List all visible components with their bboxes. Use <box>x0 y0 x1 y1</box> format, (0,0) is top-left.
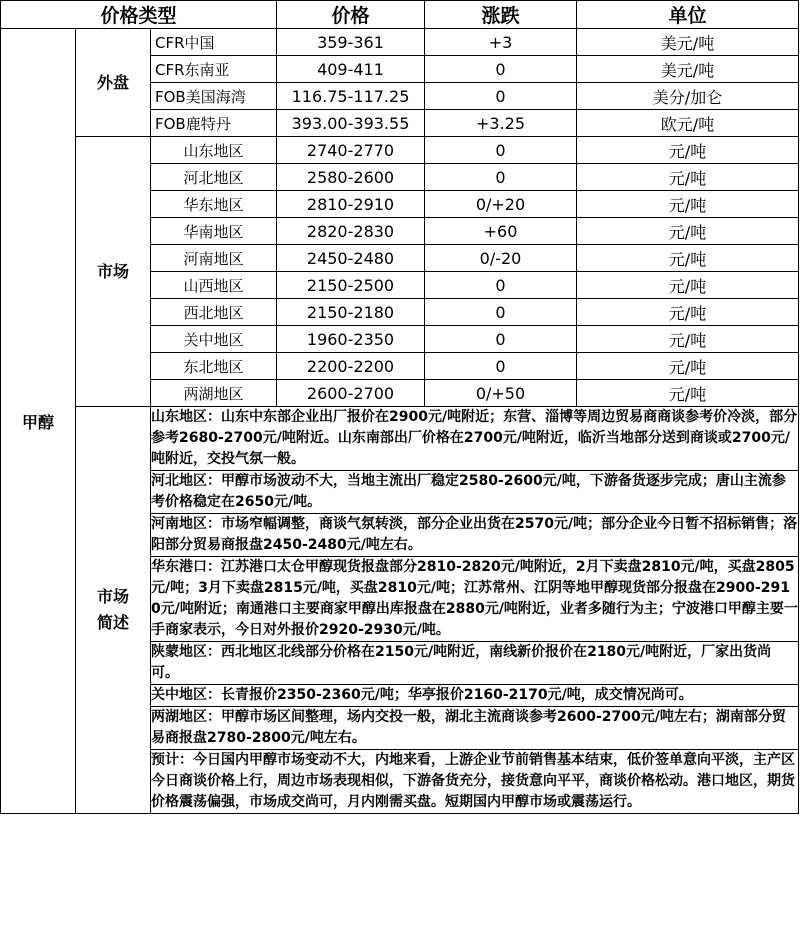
note-forecast: 预计：今日国内甲醇市场变动不大，内地来看，上游企业节前销售基本结束，低价签单意向平淡，主产区今日商谈价格上行，周边市场表现相似，下游备货充分，接货意向平平，商谈价格松动。港口地区，期货价格震荡偏强，市场成交尚可，月内刚需买盘。短期国内甲醇市场或震荡运行。 <box>151 750 799 814</box>
region-name: FOB鹿特丹 <box>151 110 277 137</box>
unit-value: 美元/吨 <box>577 29 799 56</box>
price-value: 359-361 <box>277 29 425 56</box>
group-label-external: 外盘 <box>76 29 151 137</box>
note-hebei: 河北地区：甲醇市场波动不大，当地主流出厂稳定2580-2600元/吨，下游备货逐步完成；唐山主流参考价格稳定在2650元/吨。 <box>151 471 799 514</box>
price-value: 2820-2830 <box>277 218 425 245</box>
price-value: 2150-2500 <box>277 272 425 299</box>
price-value: 2740-2770 <box>277 137 425 164</box>
note-shaanxi-inner-mongolia: 陕蒙地区：西北地区北线部分价格在2150元/吨附近，南线新价报价在2180元/吨附近，厂家出货尚可。 <box>151 642 799 685</box>
price-value: 2810-2910 <box>277 191 425 218</box>
price-value: 393.00-393.55 <box>277 110 425 137</box>
note-shandong: 山东地区：山东中东部企业出厂报价在2900元/吨附近；东营、淄博等周边贸易商商谈参考价冷淡，部分参考2680-2700元/吨附近。山东南部出厂价格在2700元/吨附近，临沂当地部分送到商谈或2700元/吨附近，交投气氛一般。 <box>151 407 799 471</box>
change-value: 0/+50 <box>425 380 577 407</box>
change-value: 0 <box>425 83 577 110</box>
region-name: 河北地区 <box>151 164 277 191</box>
unit-value: 欧元/吨 <box>577 110 799 137</box>
header-change: 涨跌 <box>425 1 577 29</box>
group-label-summary <box>76 407 151 814</box>
unit-value: 美分/加仑 <box>577 83 799 110</box>
unit-value: 元/吨 <box>577 245 799 272</box>
region-name: 华南地区 <box>151 218 277 245</box>
change-value: 0 <box>425 164 577 191</box>
region-name: CFR中国 <box>151 29 277 56</box>
change-value: 0 <box>425 299 577 326</box>
change-value: 0 <box>425 137 577 164</box>
price-value: 409-411 <box>277 56 425 83</box>
region-name: 关中地区 <box>151 326 277 353</box>
region-name: 西北地区 <box>151 299 277 326</box>
note-guanzhong: 关中地区：长青报价2350-2360元/吨；华亭报价2160-2170元/吨，成交情况尚可。 <box>151 685 799 707</box>
note-henan: 河南地区：市场窄幅调整，商谈气氛转淡，部分企业出货在2570元/吨；部分企业今日暂不招标销售；洛阳部分贸易商报盘2450-2480元/吨左右。 <box>151 514 799 557</box>
note-east-china-port: 华东港口：江苏港口太仓甲醇现货报盘部分2810-2820元/吨附近，2月下卖盘2810元/吨，买盘2805元/吨；3月下卖盘2815元/吨，买盘2810元/吨；江苏常州、江阴等地甲醇现货部分报盘在2900-2910元/吨附近；南通港口主要商家甲醇出库报盘在2880元/吨附近，业者多随行为主；宁波港口甲醇主要一手商家表示，今日对外报价2920-2930元/吨。 <box>151 557 799 642</box>
region-name: 东北地区 <box>151 353 277 380</box>
region-name: 华东地区 <box>151 191 277 218</box>
change-value: 0 <box>425 56 577 83</box>
region-name: 河南地区 <box>151 245 277 272</box>
unit-value: 元/吨 <box>577 299 799 326</box>
change-value: 0/-20 <box>425 245 577 272</box>
summary-label: 市场简述 <box>96 587 129 632</box>
unit-value: 元/吨 <box>577 380 799 407</box>
table-row <box>1 137 799 164</box>
unit-value: 元/吨 <box>577 137 799 164</box>
region-name: 山西地区 <box>151 272 277 299</box>
change-value: +3.25 <box>425 110 577 137</box>
header-type: 价格类型 <box>1 1 277 29</box>
change-value: 0 <box>425 272 577 299</box>
unit-value: 美元/吨 <box>577 56 799 83</box>
price-value: 1960-2350 <box>277 326 425 353</box>
group-label-market: 市场 <box>76 137 151 407</box>
price-value: 2580-2600 <box>277 164 425 191</box>
region-name: 两湖地区 <box>151 380 277 407</box>
region-name: CFR东南亚 <box>151 56 277 83</box>
unit-value: 元/吨 <box>577 191 799 218</box>
product-label: 甲醇 <box>1 29 76 814</box>
table-row <box>1 29 799 56</box>
summary-row <box>1 407 799 471</box>
region-name: 山东地区 <box>151 137 277 164</box>
header-row <box>1 1 799 29</box>
header-price: 价格 <box>277 1 425 29</box>
header-unit: 单位 <box>577 1 799 29</box>
region-name: FOB美国海湾 <box>151 83 277 110</box>
change-value: +3 <box>425 29 577 56</box>
unit-value: 元/吨 <box>577 218 799 245</box>
price-value: 2150-2180 <box>277 299 425 326</box>
change-value: 0 <box>425 326 577 353</box>
change-value: 0 <box>425 353 577 380</box>
price-value: 2200-2200 <box>277 353 425 380</box>
unit-value: 元/吨 <box>577 326 799 353</box>
note-lianghu: 两湖地区：甲醇市场区间整理，场内交投一般，湖北主流商谈参考2600-2700元/吨左右；湖南部分贸易商报盘2780-2800元/吨左右。 <box>151 707 799 750</box>
unit-value: 元/吨 <box>577 353 799 380</box>
price-value: 116.75-117.25 <box>277 83 425 110</box>
unit-value: 元/吨 <box>577 272 799 299</box>
change-value: +60 <box>425 218 577 245</box>
change-value: 0/+20 <box>425 191 577 218</box>
price-value: 2450-2480 <box>277 245 425 272</box>
unit-value: 元/吨 <box>577 164 799 191</box>
price-value: 2600-2700 <box>277 380 425 407</box>
